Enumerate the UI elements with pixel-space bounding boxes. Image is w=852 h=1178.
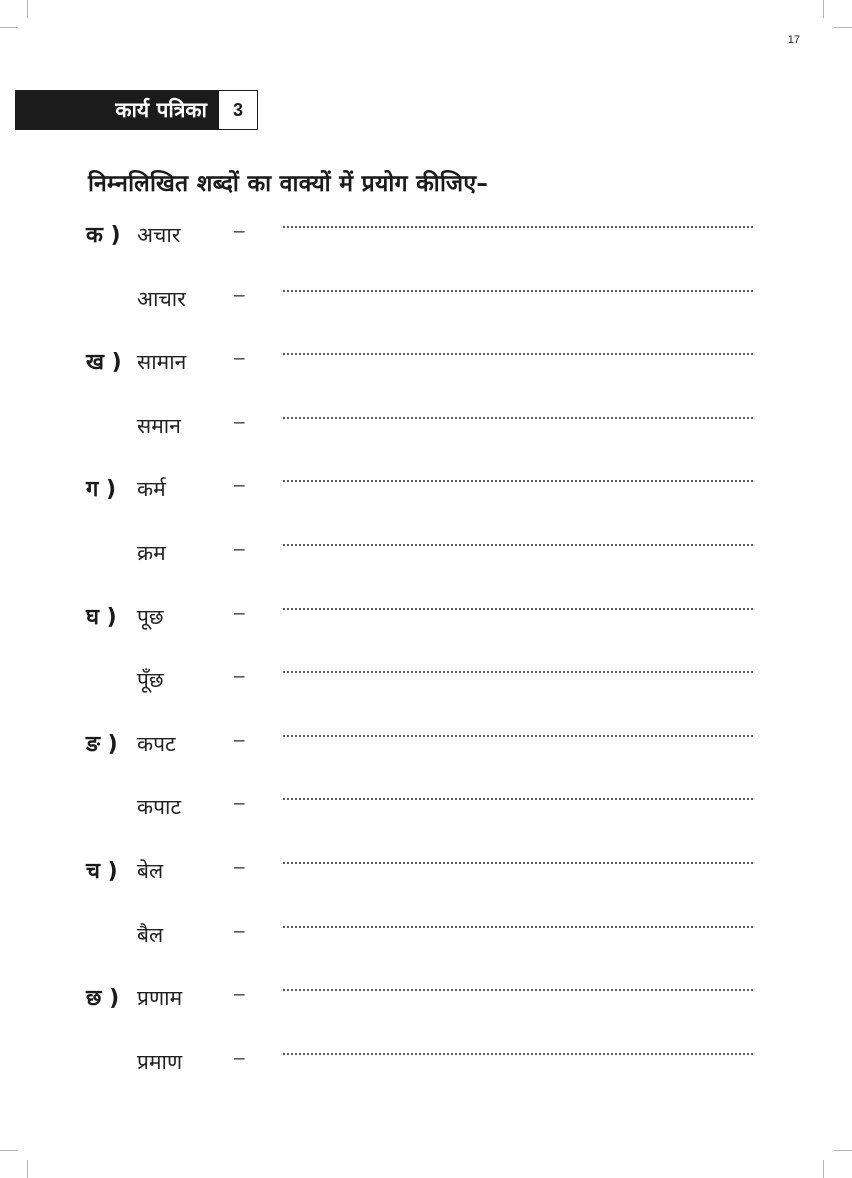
crop-mark-bottom-left-v (27, 1160, 28, 1178)
answer-dotted-line[interactable] (282, 416, 754, 420)
crop-mark-bottom-left-h (0, 1150, 18, 1151)
item-marker: घ ) (86, 604, 117, 630)
answer-dotted-line[interactable] (282, 797, 754, 801)
item-word: बैल (137, 922, 164, 947)
item-word: कपट (137, 731, 176, 756)
answer-dotted-line[interactable] (282, 479, 754, 483)
exercise-row (0, 1046, 852, 1086)
separator-dash: – (234, 1047, 245, 1069)
exercise-row (0, 410, 852, 450)
worksheet-number: 3 (219, 90, 258, 130)
exercise-row (0, 219, 852, 259)
answer-dotted-line[interactable] (282, 670, 754, 674)
answer-dotted-line[interactable] (282, 543, 754, 547)
separator-dash: – (234, 729, 245, 751)
item-word: कपाट (137, 795, 182, 820)
exercise-row (0, 664, 852, 704)
exercise-row (0, 346, 852, 386)
crop-mark-bottom-right-v (823, 1160, 824, 1178)
item-marker: ङ ) (86, 731, 118, 757)
separator-dash: – (234, 221, 245, 242)
item-word: आचार (137, 286, 186, 311)
item-word: प्रमाण (137, 1049, 183, 1074)
answer-dotted-line[interactable] (282, 352, 754, 356)
separator-dash: – (234, 284, 245, 306)
crop-mark-top-left-v (27, 0, 28, 18)
worksheet-title: कार्य पत्रिका (15, 90, 219, 130)
item-word: पूछ (137, 604, 164, 629)
answer-dotted-line[interactable] (282, 925, 754, 929)
separator-dash: – (234, 602, 245, 624)
separator-dash: – (234, 666, 245, 688)
page-number: 17 (787, 34, 800, 46)
item-word: पूँछ (137, 668, 164, 693)
crop-mark-top-left-h (0, 27, 18, 28)
item-word: बेल (137, 859, 164, 883)
separator-dash: – (234, 539, 245, 560)
answer-dotted-line[interactable] (282, 607, 754, 611)
item-word: कर्म (137, 477, 166, 502)
item-word: समान (137, 413, 181, 438)
item-marker: ग ) (86, 477, 117, 503)
exercise-row (0, 791, 852, 831)
separator-dash: – (234, 857, 245, 878)
exercise-row (0, 283, 852, 323)
answer-dotted-line[interactable] (282, 289, 754, 293)
answer-dotted-line[interactable] (282, 861, 754, 865)
exercise-row (0, 919, 852, 959)
answer-dotted-line[interactable] (282, 1052, 754, 1056)
item-marker: च ) (86, 859, 118, 884)
separator-dash: – (234, 920, 245, 942)
answer-dotted-line[interactable] (282, 225, 754, 229)
item-word: अचार (137, 223, 181, 247)
item-word: सामान (137, 350, 187, 375)
worksheet-banner (15, 90, 258, 130)
answer-dotted-line[interactable] (282, 734, 754, 738)
crop-mark-bottom-right-h (834, 1150, 852, 1151)
exercise-row (0, 982, 852, 1022)
separator-dash: – (234, 793, 245, 815)
separator-dash: – (234, 348, 245, 370)
separator-dash: – (234, 411, 245, 433)
item-marker: क ) (86, 223, 121, 248)
separator-dash: – (234, 984, 245, 1006)
item-marker: छ ) (86, 986, 120, 1012)
exercise-row (0, 601, 852, 641)
exercise-row (0, 537, 852, 577)
item-marker: ख ) (86, 350, 122, 376)
item-word: क्रम (137, 541, 166, 565)
exercise-row (0, 855, 852, 895)
separator-dash: – (234, 475, 245, 497)
exercise-row (0, 473, 852, 513)
instruction-text: निम्नलिखित शब्दों का वाक्यों में प्रयोग कीजिए– (88, 171, 489, 197)
item-word: प्रणाम (137, 986, 183, 1011)
crop-mark-top-right-h (834, 27, 852, 28)
crop-mark-top-right-v (823, 0, 824, 18)
exercise-row (0, 728, 852, 768)
answer-dotted-line[interactable] (282, 988, 754, 992)
